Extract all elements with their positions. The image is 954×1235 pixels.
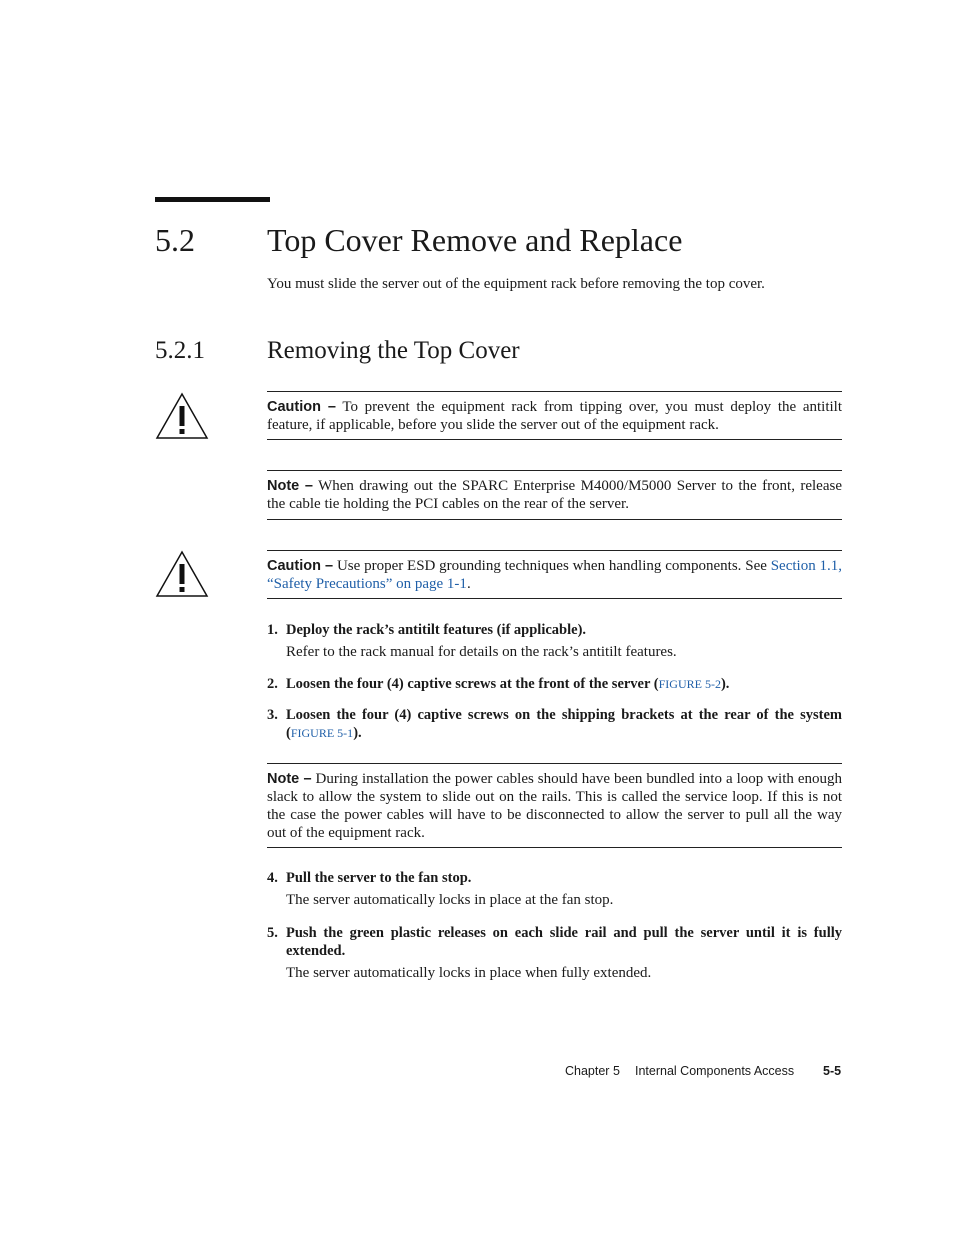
- subsection-title: Removing the Top Cover: [267, 337, 520, 364]
- subsection-number: 5.2.1: [155, 337, 205, 364]
- note-text: During installation the power cables should have been bundled into a loop with enough slack to allow the system to slide out on the rails. This is called the service loop. If this is not the case the power cables will have to be disconnected to allow the server to pull all the way out of the equipment rack.: [267, 771, 842, 841]
- caution-label: Caution –: [267, 558, 334, 574]
- step-text: Push the green plastic releases on each slide rail and pull the server until it is fully extended.: [286, 925, 842, 959]
- step-number: 4.: [267, 870, 278, 886]
- section-intro: You must slide the server out of the equipment rack before removing the top cover.: [267, 276, 765, 292]
- note-box: [267, 763, 842, 848]
- caution-text: Use proper ESD grounding techniques when handling components. See: [336, 558, 767, 574]
- note-label: Note –: [267, 771, 312, 787]
- caution-label: Caution –: [267, 399, 336, 415]
- note-text: When drawing out the SPARC Enterprise M4000/M5000 Server to the front, release the cable tie holding the PCI cables on the rear of the server.: [267, 478, 842, 512]
- step-item: [267, 924, 842, 960]
- footer-title: Internal Components Access: [635, 1064, 795, 1078]
- step-item: 2. Loosen the four (4) captive screws at the front of the server (FIGURE 5-2).: [267, 676, 730, 692]
- step-description: The server automatically locks in place when fully extended.: [286, 965, 652, 981]
- warning-triangle-icon: [155, 550, 209, 598]
- figure-link[interactable]: FIGURE 5-2: [658, 677, 721, 691]
- note-label: Note –: [267, 478, 313, 494]
- footer-chapter: Chapter 5: [565, 1064, 620, 1078]
- caution-text: To prevent the equipment rack from tipping over, you must deploy the antitilt feature, if applicable, before you slide the server out of the equipment rack.: [267, 399, 842, 433]
- page-number: 5-5: [823, 1064, 842, 1078]
- section-title: Top Cover Remove and Replace: [267, 222, 683, 258]
- step-number: 1.: [267, 622, 278, 638]
- step-text: Deploy the rack’s antitilt features (if applicable).: [286, 622, 587, 638]
- step-text: Loosen the four (4) captive screws at the front of the server (: [286, 676, 659, 692]
- step-text: Pull the server to the fan stop.: [286, 870, 472, 886]
- step-text: Loosen the four (4) captive screws on the shipping brackets at the rear of the system (: [286, 707, 842, 741]
- warning-triangle-icon: [155, 392, 209, 440]
- step-number: 2.: [267, 676, 278, 692]
- caution-box: Caution – Use proper ESD grounding techniques when handling components. See Section 1.1, “Safety Precautions” on page 1-1.: [267, 550, 842, 599]
- step-description: The server automatically locks in place at the fan stop.: [286, 892, 614, 908]
- step-item: [267, 621, 842, 639]
- figure-link[interactable]: FIGURE 5-1: [290, 726, 354, 740]
- step-description: Refer to the rack manual for details on the rack’s antitilt features.: [286, 644, 677, 660]
- note-box: [267, 470, 842, 520]
- step-number: 5.: [267, 925, 278, 941]
- caution-box: [267, 391, 842, 440]
- section-number: 5.2: [155, 222, 195, 258]
- safety-precautions-link[interactable]: Section 1.1, “Safety Precautions” on page 1-1: [267, 558, 843, 592]
- step-item: 3. Loosen the four (4) captive screws on the shipping brackets at the rear of the system (FIGURE 5-1).: [267, 707, 842, 741]
- section-rule: [155, 197, 270, 202]
- step-number: 3.: [267, 707, 278, 723]
- step-item: [267, 869, 842, 887]
